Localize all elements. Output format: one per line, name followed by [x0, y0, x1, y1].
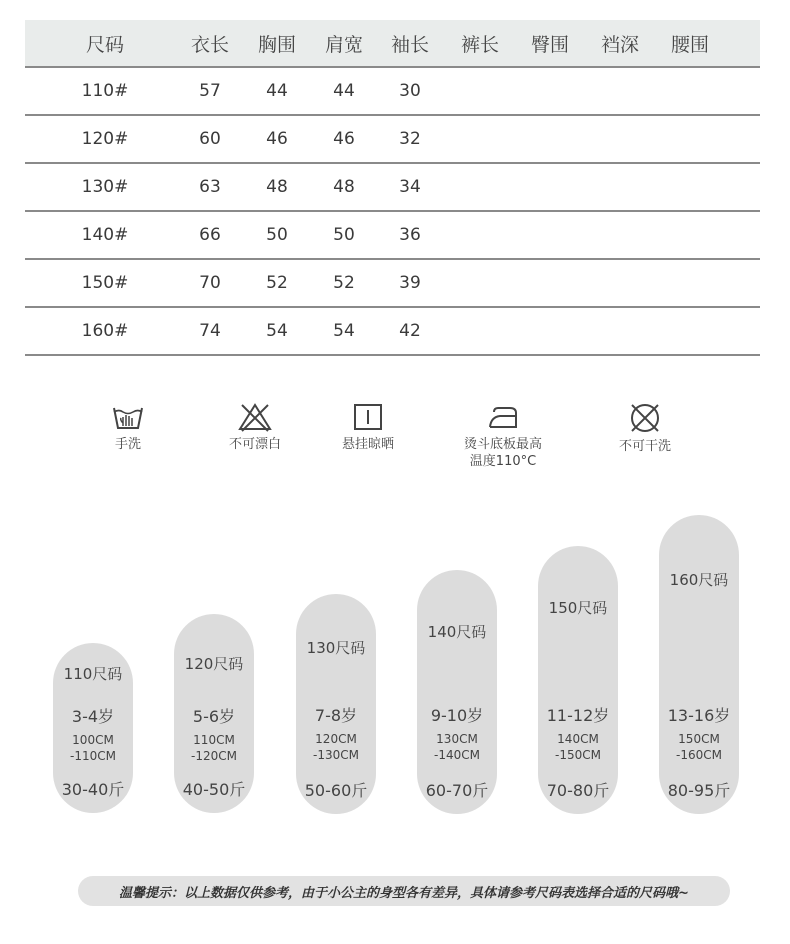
care-hand-wash: [58, 402, 198, 453]
pill-height-to: -110CM: [70, 749, 116, 763]
table-cell: 50: [333, 225, 355, 245]
hang-dry-icon: [351, 402, 385, 432]
pill-height-to: -140CM: [434, 748, 480, 762]
table-cell: 140#: [81, 225, 129, 245]
pill-height-to: -130CM: [313, 748, 359, 762]
no-dry-clean-icon: [628, 402, 662, 434]
table-cell: [655, 260, 725, 306]
table-cell: 50: [266, 225, 288, 245]
pill-size: 120尺码: [184, 655, 244, 673]
table-cell: 66: [199, 225, 221, 245]
pill-age: 11-12岁: [546, 706, 610, 725]
pill-size: 160尺码: [669, 571, 729, 589]
table-cell: 44: [266, 81, 288, 101]
table-cell: 39: [399, 273, 421, 293]
tip-banner: [78, 876, 730, 906]
table-cell: 120#: [81, 129, 129, 149]
care-label: 悬挂晾晒: [341, 437, 394, 452]
size-pill-130: [296, 594, 376, 814]
table-cell: 57: [199, 81, 221, 101]
table-cell: [585, 116, 655, 162]
header-cell: 臀围: [530, 33, 569, 56]
header-cell: 衣长: [190, 33, 229, 56]
header-cell: 裤长: [460, 33, 499, 56]
table-row: [25, 212, 760, 260]
table-row: [25, 116, 760, 164]
table-cell: [655, 164, 725, 210]
care-label: 烫斗底板最高: [463, 437, 542, 452]
pill-height-from: 100CM: [72, 733, 114, 747]
header-cell: 尺码: [85, 33, 124, 56]
header-cell: 胸围: [257, 33, 296, 56]
table-cell: 44: [333, 81, 355, 101]
table-cell: 110#: [81, 81, 129, 101]
care-hang-dry: [298, 402, 438, 453]
table-row: [25, 68, 760, 116]
table-cell: [445, 68, 515, 114]
header-cell: 袖长: [390, 33, 429, 56]
table-cell: 30: [399, 81, 421, 101]
pill-weight: 40-50斤: [182, 780, 246, 799]
pill-weight: 80-95斤: [667, 781, 731, 800]
table-cell: [445, 116, 515, 162]
pill-height-to: -150CM: [555, 748, 601, 762]
pill-height-from: 140CM: [557, 732, 599, 746]
care-label: 不可漂白: [228, 437, 281, 452]
table-cell: [585, 68, 655, 114]
pill-size: 140尺码: [427, 623, 487, 641]
pill-height-from: 130CM: [436, 732, 478, 746]
table-cell: [515, 308, 585, 354]
table-header: [25, 20, 760, 68]
header-cell: 肩宽: [324, 33, 363, 56]
pill-size: 130尺码: [306, 639, 366, 657]
pill-age: 13-16岁: [667, 706, 731, 725]
table-cell: 32: [399, 129, 421, 149]
care-label: 手洗: [114, 437, 141, 452]
size-pill-160: [659, 515, 739, 814]
table-cell: [655, 68, 725, 114]
table-cell: [515, 116, 585, 162]
pill-size: 110尺码: [63, 665, 123, 683]
pill-weight: 60-70斤: [425, 781, 489, 800]
table-body: [25, 68, 760, 356]
size-pill-120: [174, 614, 254, 813]
iron-icon: [486, 402, 520, 432]
table-cell: [655, 308, 725, 354]
table-cell: [655, 212, 725, 258]
table-cell: [585, 260, 655, 306]
table-cell: [515, 212, 585, 258]
table-cell: 54: [333, 321, 355, 341]
table-row: [25, 260, 760, 308]
pill-height-to: -120CM: [191, 749, 237, 763]
no-bleach-icon: [238, 402, 272, 432]
table-cell: 60: [199, 129, 221, 149]
table-row: [25, 308, 760, 356]
size-pill-150: [538, 546, 618, 814]
table-cell: 46: [266, 129, 288, 149]
tip-text: 温馨提示：以上数据仅供参考，由于小公主的身型各有差异，具体请参考尺码表选择合适的尺码哦~: [119, 885, 689, 901]
pill-age: 7-8岁: [314, 706, 358, 725]
table-cell: [445, 260, 515, 306]
table-row: [25, 164, 760, 212]
table-cell: [515, 260, 585, 306]
size-table: [25, 20, 760, 356]
table-cell: [585, 212, 655, 258]
size-pill-140: [417, 570, 497, 814]
pill-age: 3-4岁: [71, 707, 115, 726]
table-cell: [515, 68, 585, 114]
pill-size: 150尺码: [548, 599, 608, 617]
pill-height-from: 120CM: [315, 732, 357, 746]
table-cell: 48: [266, 177, 288, 197]
table-cell: [445, 212, 515, 258]
table-cell: [445, 164, 515, 210]
hand-wash-icon: [111, 402, 145, 432]
table-cell: 36: [399, 225, 421, 245]
table-cell: 46: [333, 129, 355, 149]
table-cell: 52: [333, 273, 355, 293]
table-cell: [445, 308, 515, 354]
pill-age: 5-6岁: [192, 707, 236, 726]
table-cell: 150#: [81, 273, 129, 293]
size-pill-110: [53, 643, 133, 813]
care-label: 温度110°C: [469, 454, 537, 469]
table-cell: [655, 116, 725, 162]
header-cell: 裆深: [600, 33, 639, 56]
table-cell: 63: [199, 177, 221, 197]
pill-weight: 30-40斤: [61, 780, 125, 799]
table-cell: [585, 308, 655, 354]
care-no-dry-clean: [575, 402, 715, 455]
header-cell: 腰围: [670, 33, 709, 56]
table-cell: [585, 164, 655, 210]
pill-height-from: 110CM: [193, 733, 235, 747]
pill-weight: 70-80斤: [546, 781, 610, 800]
care-iron: [433, 402, 573, 470]
table-cell: 48: [333, 177, 355, 197]
table-cell: 54: [266, 321, 288, 341]
care-label: 不可干洗: [618, 439, 671, 454]
pill-weight: 50-60斤: [304, 781, 368, 800]
pill-height-to: -160CM: [676, 748, 722, 762]
table-cell: 160#: [81, 321, 129, 341]
table-cell: 70: [199, 273, 221, 293]
table-cell: [515, 164, 585, 210]
pill-age: 9-10岁: [430, 706, 484, 725]
table-cell: 34: [399, 177, 421, 197]
table-cell: 42: [399, 321, 421, 341]
table-cell: 74: [199, 321, 221, 341]
table-cell: 52: [266, 273, 288, 293]
pill-height-from: 150CM: [678, 732, 720, 746]
table-cell: 130#: [81, 177, 129, 197]
